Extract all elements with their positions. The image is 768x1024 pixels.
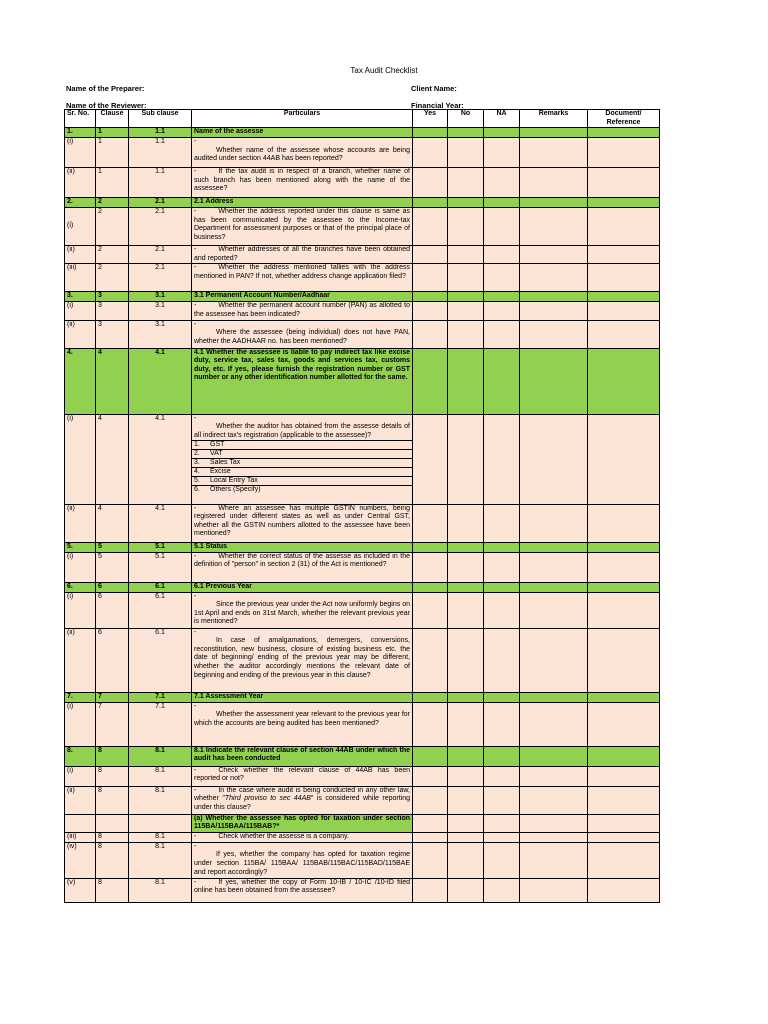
particulars: - Whether the auditor has obtained from the assesse details of all indirect tax's registration (applicable to the assessee)? 1. GST 2. VAT 3. Sales Tax 4. Excise 5. Local Entry Tax 6. Others (Specify) [192,414,413,504]
no-cell[interactable] [448,246,484,264]
sr-no: 5. [65,542,96,552]
no-cell[interactable] [448,414,484,504]
reviewer-label: Name of the Reviewer: [66,101,147,110]
yes-cell[interactable] [413,702,448,746]
sub-clause: 7.1 [129,692,192,702]
particulars-text: Since the previous year under the Act now uniformly begins on 1st April and ends on 31st March, whether the relevant previous year is mentioned? [194,601,410,626]
checklist-row [65,832,660,842]
particulars-text: Whether the permanent account number (PAN) as allotted to the assessee has been indicated? [194,302,410,318]
clause: 7 [96,702,129,746]
na-cell[interactable] [484,552,520,582]
no-cell[interactable] [448,832,484,842]
document-title: Tax Audit Checklist [350,66,418,75]
particulars-text: Whether the correct status of the assesse as included in the definition of "person" in section 2 (31) of the Act is mentioned? [194,552,410,569]
yes-cell[interactable] [413,504,448,542]
no-cell[interactable] [448,504,484,542]
clause: 4 [96,504,129,542]
sub-clause: 6.1 [129,628,192,692]
section-row [65,746,660,766]
section-title: 4.1 Whether the assessee is liable to pay indirect tax like excise duty, service tax, sales tax, goods and services tax, customs duty, etc. If yes, please furnish the registration number or GST number or any other identification number allotted for the same. [192,348,413,414]
yes-cell[interactable] [413,264,448,292]
remarks-cell[interactable] [520,832,588,842]
clause: 1 [96,168,129,198]
particulars-text: Whether name of the assessee whose accounts are being audited under section 44AB has been reported? [194,146,410,163]
clause: 3 [96,292,129,302]
sr-no: 8. [65,746,96,766]
no-cell[interactable] [448,878,484,902]
document-cell[interactable] [588,592,660,628]
particulars-text: Whether addresses of all the branches have been obtained and reported? [194,246,410,262]
no-cell[interactable] [448,264,484,292]
no-cell[interactable] [448,138,484,168]
clause: 8 [96,842,129,878]
document-cell[interactable] [588,246,660,264]
section-row [65,128,660,138]
yes-cell[interactable] [413,320,448,348]
particulars: - If the tax audit is in respect of a branch, whether name of such branch has been mentioned along with the name of the assessee? [192,168,413,198]
checklist-row [65,786,660,814]
no-cell[interactable] [448,702,484,746]
clause: 1 [96,138,129,168]
particulars-text: Check whether the relevant clause of 44AB has been reported or not? [194,766,410,783]
sub-clause: 8.1 [129,832,192,842]
sr-no: (ii) [65,320,96,348]
remarks-cell[interactable] [520,168,588,198]
checklist-table [64,109,660,903]
yes-cell[interactable] [413,628,448,692]
particulars-text: " is considered while reporting under this clause? [194,795,410,811]
checklist-row [65,302,660,320]
checklist-row [65,168,660,198]
no-cell[interactable] [448,208,484,246]
particulars-text: If yes, whether the copy of Form 10-IB / 10-IC /10-ID filed online has been obtained from the assessee? [194,878,410,895]
registration-list [192,440,412,494]
remarks-cell[interactable] [520,320,588,348]
sr-no: (ii) [65,168,96,198]
clause: 2 [96,208,129,246]
checklist-row [65,702,660,746]
sr-no: (iii) [65,832,96,842]
sub-clause: 4.1 [129,504,192,542]
checklist-row [65,878,660,902]
particulars: - Whether the address mentioned tallies with the address mentioned in PAN? If not, whether address change application filed? [192,264,413,292]
section-title: 2.1 Address [192,198,413,208]
na-cell[interactable] [484,628,520,692]
col-na: NA [484,110,520,128]
sr-no: 6. [65,582,96,592]
section-row [65,198,660,208]
na-cell[interactable] [484,842,520,878]
yes-cell[interactable] [413,786,448,814]
yes-cell[interactable] [413,552,448,582]
col-subclause: Sub clause [129,110,192,128]
clause: 2 [96,264,129,292]
sub-clause: 8.1 [129,746,192,766]
document-cell[interactable] [588,208,660,246]
na-cell[interactable] [484,264,520,292]
sub-clause: 6.1 [129,592,192,628]
particulars: - Whether addresses of all the branches have been obtained and reported? [192,246,413,264]
yes-cell[interactable] [413,766,448,786]
na-cell[interactable] [484,832,520,842]
sr-no: 3. [65,292,96,302]
section-row [65,348,660,414]
clause: 1 [96,128,129,138]
yes-cell[interactable] [413,414,448,504]
sr-no: 2. [65,198,96,208]
remarks-cell[interactable] [520,592,588,628]
particulars: - Whether the permanent account number (PAN) as allotted to the assessee has been indicated? [192,302,413,320]
checklist-row [65,264,660,292]
financial-year-label: Financial Year: [411,101,464,110]
yes-cell[interactable] [413,208,448,246]
clause: 8 [96,786,129,814]
sub-clause: 4.1 [129,348,192,414]
sub-clause: 5.1 [129,542,192,552]
no-cell[interactable] [448,552,484,582]
document-cell[interactable] [588,786,660,814]
checklist-row [65,628,660,692]
document-cell[interactable] [588,320,660,348]
sr-no: (ii) [65,628,96,692]
yes-cell[interactable] [413,592,448,628]
checklist-row [65,766,660,786]
col-document: Document/ Reference [588,110,660,128]
checklist-row [65,208,660,246]
section-title: 7.1 Assessment Year [192,692,413,702]
document-cell[interactable] [588,628,660,692]
sub-clause: 2.1 [129,264,192,292]
yes-cell[interactable] [413,168,448,198]
particulars-text: In the case where audit is being conducted in any other law, whether " [194,786,410,803]
sr-no: (iii) [65,264,96,292]
particulars-emphasis: Third proviso to sec 44AB [224,795,311,803]
sr-no: (i) [65,138,96,168]
list-item: 1. GST [192,440,412,449]
preparer-label: Name of the Preparer: [66,84,145,93]
checklist-row [65,414,660,504]
document-cell[interactable] [588,138,660,168]
particulars-text: If the tax audit is in respect of a branch, whether name of such branch has been mentioned along with the name of the assessee? [194,168,410,193]
sub-clause: 5.1 [129,552,192,582]
yes-cell[interactable] [413,842,448,878]
col-no: No [448,110,484,128]
remarks-cell[interactable] [520,878,588,902]
clause: 8 [96,766,129,786]
checklist-row [65,552,660,582]
particulars-text: Check whether the assesse is a company. [218,832,349,840]
sr-no: (i) [65,592,96,628]
document-cell[interactable] [588,878,660,902]
remarks-cell[interactable] [520,552,588,582]
particulars: - Where an assessee has multiple GSTIN numbers, being registered under different states as well as under Central GST, whether all the GSTIN numbers allotted to the assessee have been mentioned? [192,504,413,542]
na-cell[interactable] [484,414,520,504]
list-item: 2. VAT [192,449,412,458]
checklist-row [65,320,660,348]
no-cell[interactable] [448,168,484,198]
sub-clause: 1.1 [129,128,192,138]
document-cell[interactable] [588,414,660,504]
section-title: 3.1 Permanent Account Number/Aadhaar [192,292,413,302]
remarks-cell[interactable] [520,842,588,878]
na-cell[interactable] [484,878,520,902]
clause: 3 [96,320,129,348]
yes-cell[interactable] [413,302,448,320]
remarks-cell[interactable] [520,264,588,292]
na-cell[interactable] [484,504,520,542]
particulars-text: If yes, whether the company has opted for taxation regime under section 115BA/ 115BAA/ 115BAB/115BAC/115BAD/115BAE and report accordingly? [194,851,410,876]
particulars: - Whether name of the assessee whose accounts are being audited under section 44AB has been reported? [192,138,413,168]
sr-no: 4. [65,348,96,414]
checklist-row [65,138,660,168]
checklist-row [65,504,660,542]
particulars-text: In case of amalgamations, demergers, conversions, reconstitution, new business, closure of existing business etc. the date of beginning/ ending of the previous year may be different, whether the auditor accordingly mentions the relevant date of beginning and ending of the previous year in this clause? [194,637,410,679]
sub-clause: 1.1 [129,138,192,168]
remarks-cell[interactable] [520,302,588,320]
particulars: - If yes, whether the company has opted for taxation regime under section 115BA/ 115BAA/ 115BAB/115BAC/115BAD/115BAE and report accordingly? [192,842,413,878]
sr-no: (i) [65,552,96,582]
list-item: 3. Sales Tax [192,458,412,467]
na-cell[interactable] [484,320,520,348]
yes-cell[interactable] [413,878,448,902]
checklist-row [65,842,660,878]
sub-clause: 2.1 [129,246,192,264]
na-cell[interactable] [484,302,520,320]
particulars-text: Whether the address mentioned tallies with the address mentioned in PAN? If not, whether address change application filed? [194,264,410,280]
section-row [65,542,660,552]
clause: 5 [96,552,129,582]
sr-no: (i) [65,302,96,320]
document-cell[interactable] [588,504,660,542]
clause: 7 [96,692,129,702]
document-cell[interactable] [588,702,660,746]
na-cell[interactable] [484,138,520,168]
sr-no: (i) [65,766,96,786]
section-title: 6.1 Previous Year [192,582,413,592]
sub-clause: 8.1 [129,766,192,786]
document-cell[interactable] [588,552,660,582]
col-yes: Yes [413,110,448,128]
na-cell[interactable] [484,592,520,628]
sub-clause: 8.1 [129,878,192,902]
remarks-cell[interactable] [520,628,588,692]
particulars: - Since the previous year under the Act now uniformly begins on 1st April and ends on 31st March, whether the relevant previous year is mentioned? [192,592,413,628]
clause: 2 [96,198,129,208]
remarks-cell[interactable] [520,208,588,246]
sub-clause: 8.1 [129,786,192,814]
clause: 6 [96,582,129,592]
na-cell[interactable] [484,168,520,198]
no-cell[interactable] [448,320,484,348]
remarks-cell[interactable] [520,414,588,504]
particulars: - Where the assessee (being individual) does not have PAN, whether the AADHAAR no. has been mentioned? [192,320,413,348]
section-title: 5.1 Status [192,542,413,552]
header-row [65,110,660,128]
document-cell[interactable] [588,766,660,786]
na-cell[interactable] [484,208,520,246]
sr-no: (i) [65,208,96,246]
yes-cell[interactable] [413,246,448,264]
particulars-text: Whether the assessment year relevant to the previous year for which the accounts are being audited has been mentioned? [194,711,410,727]
section-row [65,582,660,592]
clause: 4 [96,348,129,414]
na-cell[interactable] [484,766,520,786]
remarks-cell[interactable] [520,766,588,786]
clause: 8 [96,832,129,842]
remarks-cell[interactable] [520,504,588,542]
subsection-row [65,814,660,832]
clause: 2 [96,246,129,264]
sr-no: (ii) [65,246,96,264]
section-title: 8.1 Indicate the relevant clause of section 44AB under which the audit has been conducted [192,746,413,766]
sub-clause: 3.1 [129,292,192,302]
particulars: - Whether the correct status of the assesse as included in the definition of "person" in section 2 (31) of the Act is mentioned? [192,552,413,582]
sr-no: 7. [65,692,96,702]
checklist-row [65,592,660,628]
list-item: 6. Others (Specify) [192,485,412,494]
remarks-cell[interactable] [520,702,588,746]
sub-clause: 2.1 [129,198,192,208]
remarks-cell[interactable] [520,786,588,814]
particulars-text: Whether the address reported under this clause is same as has been communicated by the assessee to the Income-tax Department for assessment purposes or that of the principal place of business? [194,208,410,241]
client-label: Client Name: [411,84,457,93]
particulars: - Check whether the assesse is a company. [192,832,413,842]
particulars: - In case of amalgamations, demergers, conversions, reconstitution, new business, closure of existing business etc. the date of beginning/ ending of the previous year may be different, whether the auditor accordingly mentions the relevant date of beginning and ending of the previous year in this clause? [192,628,413,692]
checklist-row [65,246,660,264]
particulars: - If yes, whether the copy of Form 10-IB / 10-IC /10-ID filed online has been obtained from the assessee? [192,878,413,902]
document-cell[interactable] [588,832,660,842]
document-cell[interactable] [588,302,660,320]
sub-clause: 2.1 [129,208,192,246]
clause: 3 [96,302,129,320]
sr-no: (iv) [65,842,96,878]
particulars-text: Where the assessee (being individual) does not have PAN, whether the AADHAAR no. has been mentioned? [194,329,410,345]
clause: 8 [96,746,129,766]
particulars-text: Whether the auditor has obtained from the assesse details of all indirect tax's registration (applicable to the assessee)? [194,423,410,439]
section-row [65,692,660,702]
na-cell[interactable] [484,246,520,264]
yes-cell[interactable] [413,138,448,168]
clause: 6 [96,628,129,692]
no-cell[interactable] [448,786,484,814]
clause: 8 [96,878,129,902]
no-cell[interactable] [448,592,484,628]
document-cell[interactable] [588,168,660,198]
sr-no: (v) [65,878,96,902]
particulars: - In the case where audit is being conducted in any other law, whether "Third proviso to sec 44AB" is considered while reporting under this clause? [192,786,413,814]
particulars: - Check whether the relevant clause of 44AB has been reported or not? [192,766,413,786]
no-cell[interactable] [448,842,484,878]
yes-cell[interactable] [413,832,448,842]
sr-no: (i) [65,414,96,504]
col-sr: Sr. No. [65,110,96,128]
sr-no: (i) [65,702,96,746]
sub-clause: 3.1 [129,302,192,320]
clause: 6 [96,592,129,628]
col-particulars: Particulars [192,110,413,128]
na-cell[interactable] [484,786,520,814]
sub-clause: 6.1 [129,582,192,592]
particulars: - Whether the address reported under this clause is same as has been communicated by the assessee to the Income-tax Department for assessment purposes or that of the principal place of business? [192,208,413,246]
no-cell[interactable] [448,628,484,692]
section-row [65,292,660,302]
remarks-cell[interactable] [520,246,588,264]
particulars-text: Where an assessee has multiple GSTIN numbers, being registered under different states as well as under Central GST, whether all the GSTIN numbers allotted to the assessee have been mentioned? [194,504,410,538]
sub-clause: 4.1 [129,414,192,504]
clause: 4 [96,414,129,504]
section-title: Name of the assesse [192,128,413,138]
sub-clause: 3.1 [129,320,192,348]
na-cell[interactable] [484,702,520,746]
sub-clause: 8.1 [129,842,192,878]
particulars: - Whether the assessment year relevant to the previous year for which the accounts are being audited has been mentioned? [192,702,413,746]
list-item: 5. Local Entry Tax [192,476,412,485]
col-remarks: Remarks [520,110,588,128]
sr-no: (ii) [65,504,96,542]
clause: 5 [96,542,129,552]
col-clause: Clause [96,110,129,128]
remarks-cell[interactable] [520,138,588,168]
list-item: 4. Excise [192,467,412,476]
sub-clause: 7.1 [129,702,192,746]
document-cell[interactable] [588,264,660,292]
document-cell[interactable] [588,842,660,878]
no-cell[interactable] [448,302,484,320]
subsection-title: (a) Whether the assessee has opted for taxation under section 115BA/115BAA/115BAB?* [192,814,413,832]
no-cell[interactable] [448,766,484,786]
sub-clause: 1.1 [129,168,192,198]
sr-no: 1. [65,128,96,138]
sr-no: (ii) [65,786,96,814]
